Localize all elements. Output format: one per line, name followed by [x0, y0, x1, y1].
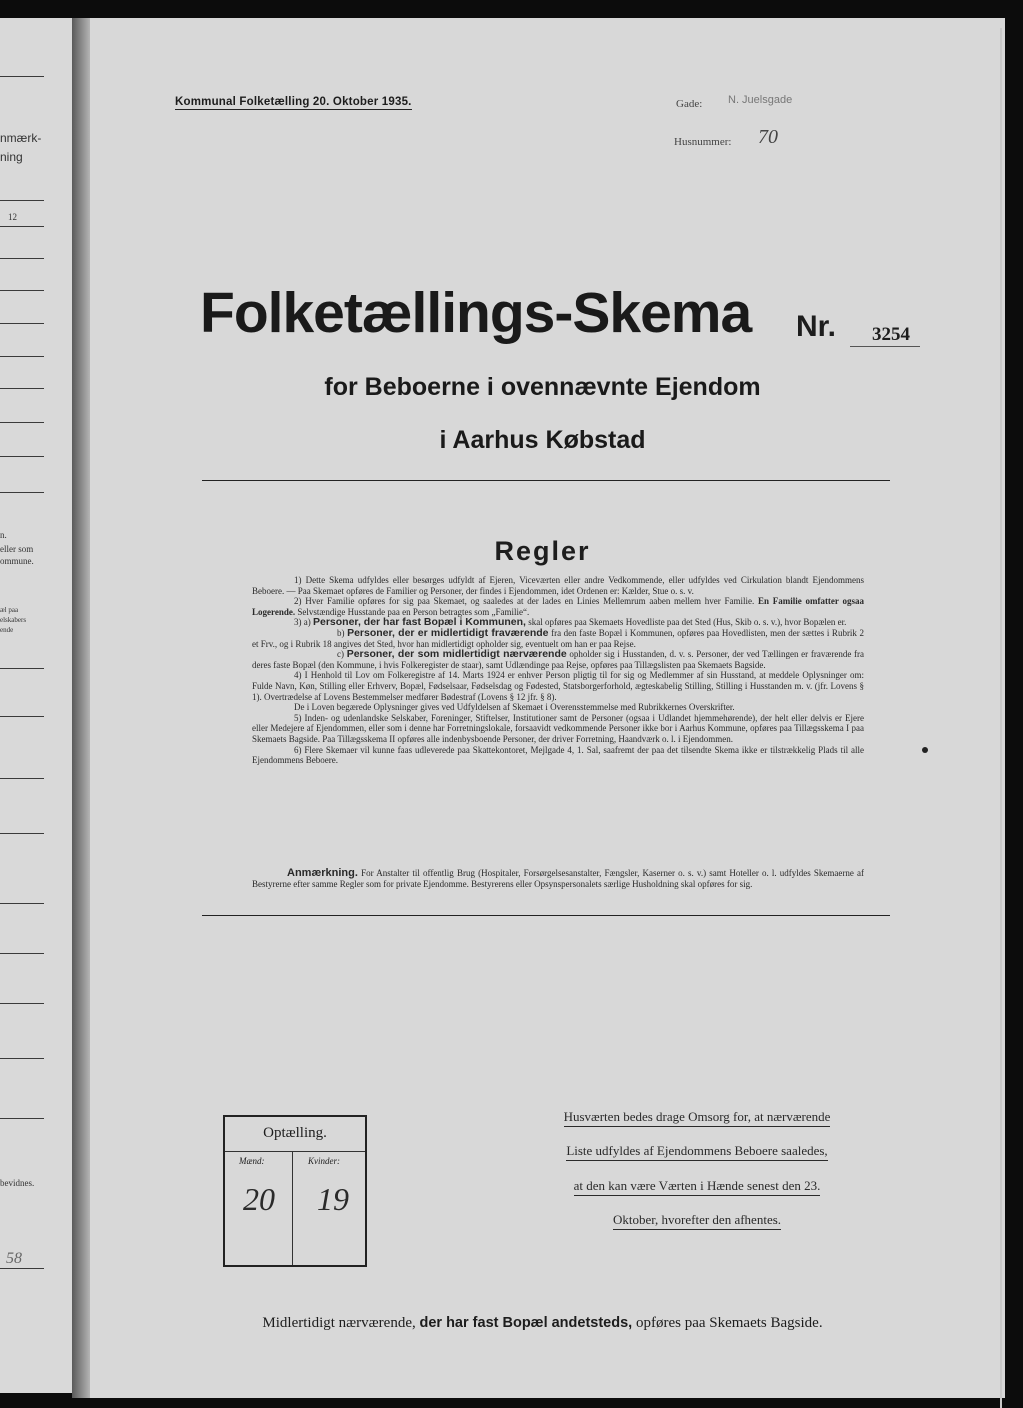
- tally-title: Optælling.: [263, 1125, 327, 1141]
- left-rule: [0, 1058, 44, 1059]
- men-count: 20: [243, 1181, 275, 1217]
- footer-note: Midlertidigt nærværende, der har fast Bopæl andetsteds, opføres paa Skemaets Bagside.: [262, 1315, 823, 1331]
- rule-3c: c) Personer, der som midlertidigt nærværende opholder sig i Husstanden, d. v. s. Personer, der ved Tællingen er fraværende fra deres faste Bopæl (den Kommune, i hvis Folkeregister de staar), samt Udlændinge paa Rejse, opføres paa Tillægslisten paa Skemaets Bagside.: [252, 648, 865, 670]
- left-fragment: bevidnes.: [0, 1178, 35, 1188]
- rule-4: 4) I Henhold til Lov om Folkeregistre af 14. Marts 1924 er enhver Person pligtig til for sig og Medlemmer af sin Husstand, at meddele Oplysninger om: Fulde Navn, Køn, Stilling eller Erhverv, Bopæl, Fødselsaar, Fødselsdag og Fødested, Statsborgerforhold, ægteskabelig Stilling, Stilling i Husstanden m. v. (jfr. Lovens § 1). Overtrædelse af Lovens Bestemmelser medfører Bødestraf (Lovens § 12 jfr. § 8).: [252, 670, 864, 702]
- street-value: N. Juelsgade: [728, 94, 793, 106]
- remark-text: For Anstalter til offentlig Brug (Hospitaler, Forsørgelsesanstalter, Fængsler, Kaserner o. s. v.) samt Hoteller o. l. udfyldes Skemaerne af Bestyrerne efter samme Regler som for private Ejendomme. Bestyrerens eller Opsynspersonalets særlige Husholdning skal opføres for sig.: [252, 868, 865, 889]
- form-number-line: [850, 346, 920, 347]
- instruction-line: at den kan være Værten i Hænde senest den 23.: [531, 1178, 863, 1196]
- rule-1: 1) Dette Skema udfyldes eller besørges udfyldt af Ejeren, Viceværten eller andre Vedkommende, eller udfyldes ved Cirkulation blandt Ejendommens Beboere. — Paa Skemaet opføres de Familier og Personer, der findes i Ejendommen, idet Ordenen er: Kælder, Stue o. s. v.: [252, 575, 864, 596]
- house-number-value: 70: [758, 126, 778, 148]
- rule-2: 2) Hver Familie opføres for sig paa Skemaet, og saaledes at der lades en Linies Mellemrum aaben mellem hver Familie. En Familie omfatter ogsaa Logerende. Selvstændige Husstande paa en Person betragtes som „Familie“.: [252, 596, 864, 617]
- instruction-line: Oktober, hvorefter den afhentes.: [531, 1212, 863, 1230]
- rules-text: [252, 575, 864, 766]
- left-rule: [0, 456, 44, 457]
- tally-box: [223, 1115, 367, 1267]
- rule-4-note: De i Loven begærede Oplysninger gives ved Udfyldelsen af Skemaet i Overensstemmelse med Rubrikkernes Overskrifter.: [294, 702, 735, 713]
- census-heading: Kommunal Folketælling 20. Oktober 1935.: [175, 96, 412, 108]
- left-fragment: 12: [8, 212, 17, 222]
- left-fragment: æl paa: [0, 606, 19, 614]
- left-rule: [0, 778, 44, 779]
- left-fragment: eller som: [0, 544, 34, 554]
- remark: [252, 868, 864, 890]
- instruction-line: Liste udfyldes af Ejendommens Beboere saaledes,: [531, 1143, 863, 1161]
- form-subtitle-city: i Aarhus Købstad: [439, 426, 646, 454]
- men-label: Mænd:: [239, 1156, 265, 1166]
- left-rule: [0, 1003, 44, 1004]
- left-fragment: n.: [0, 530, 7, 540]
- left-fragment: elskabers: [0, 616, 27, 624]
- instruction-line: Husværten bedes drage Omsorg for, at nærværende: [531, 1109, 863, 1127]
- left-rule: [0, 1268, 44, 1269]
- street-label: Gade:: [676, 98, 703, 110]
- divider: [202, 480, 890, 481]
- left-rule: [0, 76, 44, 77]
- left-rule: [0, 200, 44, 201]
- tally-divider: [225, 1151, 365, 1152]
- left-rule: [0, 226, 44, 227]
- left-rule: [0, 290, 44, 291]
- census-form-page: [90, 18, 1005, 1398]
- left-rule: [0, 668, 44, 669]
- left-handwriting: 58: [6, 1250, 22, 1267]
- left-rule: [0, 422, 44, 423]
- house-number-label: Husnummer:: [674, 136, 732, 148]
- left-rule: [0, 356, 44, 357]
- left-rule: [0, 388, 44, 389]
- rule-5: 5) Inden- og udenlandske Selskaber, Foreninger, Stiftelser, Institutioner samt de Personer (ogsaa i Udlandet hjemmehørende), der helt eller delvis er Ejere eller Medejere af Ejendommen, eller som i denne har Forretningslokale, forsaavidt vedkommende Personer ikke bor i Aarhus Kommune, opføres paa Tillægsskema I paa Skemaets Bagside. Paa Tillægsskema II opføres alle indenbysboende Personer, der driver Forretning, Haandværk o. l. i Ejendommen.: [252, 712, 864, 744]
- left-rule: [0, 258, 44, 259]
- tally-divider: [292, 1151, 293, 1265]
- page-edge: [1000, 28, 1002, 1408]
- form-title: Folketællings-Skema: [200, 281, 752, 345]
- rule-3a: 3) a) Personer, der har fast Bopæl i Kommunen, skal opføres paa Skemaets Hovedliste paa det Sted (Hus, Skib o. s. v.), hvor Bopælen er.: [294, 616, 847, 629]
- left-rule: [0, 953, 44, 954]
- rules-heading: Regler: [494, 536, 591, 566]
- ink-spot: [922, 747, 928, 753]
- left-fragment: nmærk-: [0, 131, 42, 145]
- form-number-label: Nr.: [796, 310, 837, 343]
- rule-6: 6) Flere Skemaer vil kunne faas udleverede paa Skattekontoret, Mejlgade 4, 1. Sal, saafremt der paa det tilsendte Skema ikke er tilstrækkelig Plads til alle Ejendommens Beboere.: [252, 744, 864, 766]
- left-fragment: ommune.: [0, 556, 34, 566]
- remark-label: Anmærkning.: [287, 867, 358, 879]
- divider: [202, 915, 890, 916]
- women-count: 19: [317, 1181, 349, 1217]
- women-label: Kvinder:: [308, 1156, 340, 1166]
- left-rule: [0, 833, 44, 834]
- rule-3b: b) Personer, der er midlertidigt fraværende fra den faste Bopæl i Kommunen, opføres paa Hovedlisten, men der sættes i Rubrik 2 et Frv., og i Rubrik 18 angives det Sted, hvor han midlertidigt opholder sig, eventuelt om han er paa Rejse.: [252, 626, 865, 649]
- left-fragment: ende: [0, 626, 14, 634]
- left-rule: [0, 1118, 44, 1119]
- left-fragment: ning: [0, 150, 23, 164]
- previous-page-strip: [0, 18, 74, 1393]
- left-rule: [0, 323, 44, 324]
- left-rule: [0, 716, 44, 717]
- left-rule: [0, 903, 44, 904]
- left-rule: [0, 492, 44, 493]
- book-gutter: [72, 18, 90, 1398]
- form-number-value: 3254: [872, 324, 910, 345]
- form-subtitle: for Beboerne i ovennævnte Ejendom: [324, 373, 761, 401]
